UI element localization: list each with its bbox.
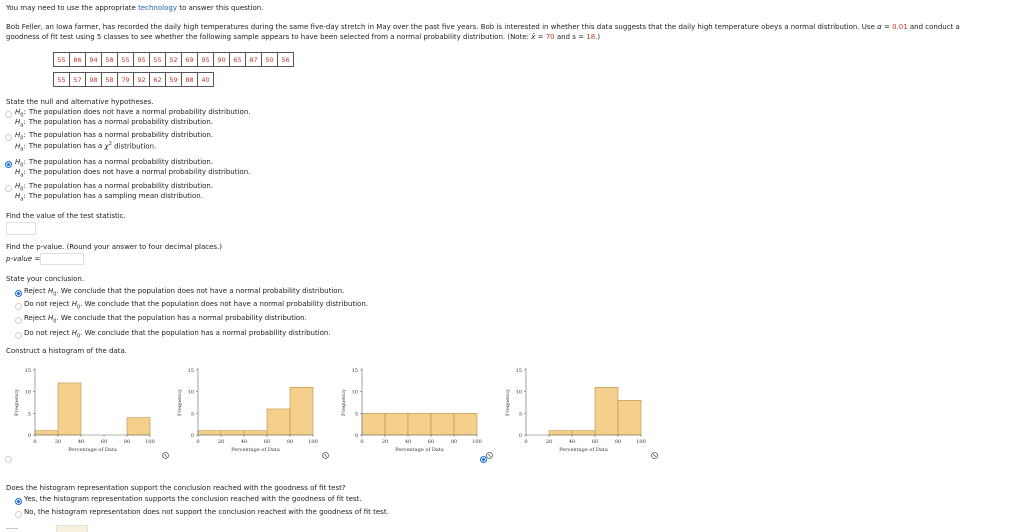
histogram-bar bbox=[58, 383, 81, 435]
histogram-bar bbox=[35, 431, 58, 435]
data-cell: 79 bbox=[118, 73, 134, 87]
histogram-radio-1[interactable] bbox=[5, 456, 12, 463]
colon: : bbox=[23, 192, 26, 200]
y-tick-label: 15 bbox=[24, 368, 31, 374]
x-tick-label: 60 bbox=[591, 439, 599, 445]
histogram-bar bbox=[408, 413, 431, 435]
x-tick-label: 20 bbox=[381, 439, 389, 445]
y-tick-label: 5 bbox=[27, 411, 31, 418]
support-option-1: Yes, the histogram representation supports the conclusion reached with the goodness of fit test. bbox=[24, 495, 362, 503]
h0-symbol: H bbox=[15, 131, 21, 139]
y-tick-label: 0 bbox=[518, 433, 522, 439]
ha-symbol: H bbox=[15, 118, 21, 126]
h0-subscript: 0 bbox=[76, 333, 81, 340]
h0-symbol: H bbox=[15, 158, 21, 166]
y-axis-label: Frequency bbox=[177, 388, 183, 417]
x-tick-label: 100 bbox=[145, 439, 155, 445]
y-tick-label: 10 bbox=[351, 389, 358, 396]
x-tick-label: 80 bbox=[123, 439, 131, 445]
y-tick-label: 0 bbox=[354, 433, 358, 439]
x-tick-label: 80 bbox=[614, 439, 622, 445]
h0-symbol: H bbox=[71, 329, 77, 337]
y-tick-label: 0 bbox=[27, 433, 31, 439]
histogram-option-2[interactable] bbox=[163, 362, 323, 472]
x-axis-label: Percentage of Data bbox=[559, 447, 608, 453]
x-axis-label: Percentage of Data bbox=[231, 447, 280, 453]
ha-text-end: distribution. bbox=[111, 142, 157, 151]
hypothesis-ha-line bbox=[15, 141, 156, 153]
h0-symbol: H bbox=[47, 287, 54, 295]
ha-subscript: a bbox=[20, 196, 24, 203]
conclusion-text: . We conclude that the population has a normal probability distribution. bbox=[56, 314, 307, 322]
conclusion-text: . We conclude that the population does not have a normal probability distribution. bbox=[80, 300, 368, 308]
data-cell: 92 bbox=[134, 73, 150, 87]
colon: : bbox=[23, 108, 26, 116]
h0-subscript: 0 bbox=[20, 112, 24, 119]
histogram-svg bbox=[163, 362, 323, 472]
histogram-bar bbox=[572, 431, 595, 435]
ha-symbol: H bbox=[15, 142, 21, 151]
x-tick-label: 20 bbox=[217, 439, 225, 445]
ha-text: The population has a sampling mean distribution. bbox=[28, 192, 203, 200]
ha-text: The population does not have a normal probability distribution. bbox=[28, 168, 251, 176]
histogram-bar bbox=[362, 413, 385, 435]
histogram-svg bbox=[0, 362, 160, 472]
colon: : bbox=[23, 168, 26, 176]
data-cell: 95 bbox=[134, 53, 150, 67]
y-tick-label: 15 bbox=[187, 368, 194, 374]
x-tick-label: 20 bbox=[54, 439, 62, 445]
y-tick-label: 5 bbox=[518, 411, 522, 418]
conclusion-text: . We conclude that the population does not have a normal probability distribution. bbox=[56, 287, 345, 295]
ha-subscript: a bbox=[20, 172, 24, 179]
data-cell: 40 bbox=[198, 73, 214, 87]
x-axis-label: Percentage of Data bbox=[395, 447, 444, 453]
y-tick-label: 15 bbox=[351, 368, 358, 374]
h0-subscript: 0 bbox=[53, 291, 57, 298]
chi-symbol: χ bbox=[104, 142, 109, 151]
histogram-bar bbox=[290, 387, 313, 435]
histogram-option-4[interactable] bbox=[491, 362, 651, 472]
ha-subscript: a bbox=[20, 146, 24, 153]
histogram-bar bbox=[127, 418, 150, 435]
x-tick-label: 60 bbox=[427, 439, 435, 445]
histogram-bar bbox=[221, 431, 244, 435]
histogram-prompt: Construct a histogram of the data. bbox=[6, 347, 128, 355]
data-table-row-2 bbox=[53, 72, 214, 87]
h0-symbol: H bbox=[15, 182, 21, 190]
x-tick-label: 60 bbox=[100, 439, 108, 445]
support-radio-2[interactable] bbox=[15, 511, 22, 518]
data-cell: 55 bbox=[150, 53, 166, 67]
data-cell: 62 bbox=[150, 73, 166, 87]
histogram-bar bbox=[198, 431, 221, 435]
problem-line-1 bbox=[6, 23, 960, 31]
histogram-option-3[interactable] bbox=[327, 362, 487, 472]
instructions-text-end: to answer this question. bbox=[176, 4, 264, 12]
conclusion-verb: Reject bbox=[24, 314, 48, 322]
conclusion-radio-3[interactable] bbox=[15, 317, 22, 324]
data-cell: 59 bbox=[166, 73, 182, 87]
x-tick-label: 80 bbox=[286, 439, 294, 445]
ha-text: The population has a bbox=[28, 142, 105, 151]
test-stat-input[interactable] bbox=[6, 222, 36, 235]
x-tick-label: 100 bbox=[472, 439, 482, 445]
y-tick-label: 5 bbox=[190, 411, 194, 418]
pvalue-label: p-value = bbox=[6, 255, 41, 263]
colon: : bbox=[23, 118, 26, 126]
h0-text: The population has a normal probability distribution. bbox=[28, 131, 214, 139]
ha-text: The population has a normal probability distribution. bbox=[28, 118, 213, 126]
conclusion-option-4 bbox=[24, 329, 331, 339]
y-tick-label: 10 bbox=[187, 389, 194, 396]
x-tick-label: 0 bbox=[360, 439, 364, 445]
s-label: and s = bbox=[554, 33, 587, 41]
hypothesis-ha-line bbox=[15, 192, 203, 202]
x-tick-label: 0 bbox=[33, 439, 37, 445]
x-tick-label: 40 bbox=[568, 439, 576, 445]
data-cell: 88 bbox=[182, 73, 198, 87]
histogram-option-1[interactable] bbox=[0, 362, 160, 472]
data-cell: 58 bbox=[102, 73, 118, 87]
pvalue-prompt: Find the p-value. (Round your answer to four decimal places.) bbox=[6, 243, 223, 251]
h0-subscript: 0 bbox=[20, 162, 24, 169]
colon: : bbox=[23, 131, 26, 139]
hypothesis-ha-line bbox=[15, 118, 213, 128]
data-cell: 86 bbox=[70, 53, 86, 67]
support-prompt: Does the histogram representation support the conclusion reached with the goodness of fit test? bbox=[6, 484, 346, 492]
data-cell: 55 bbox=[118, 53, 134, 67]
histogram-bar bbox=[244, 431, 267, 435]
problem-text: .) bbox=[595, 33, 601, 41]
histogram-bar bbox=[454, 413, 477, 435]
histogram-bar bbox=[267, 409, 290, 435]
x-tick-label: 20 bbox=[545, 439, 553, 445]
problem-text: Bob Feller, an Iowa farmer, has recorded the daily high temperatures during the same five-day stretch in May over the past five years. Bob is interested in whether this data suggests that the daily high temperature obeys a normal distribution. Use bbox=[6, 23, 878, 31]
h0-symbol: H bbox=[47, 314, 54, 322]
conclusion-verb: Reject bbox=[24, 287, 48, 295]
histogram-bar bbox=[549, 431, 572, 435]
y-axis-label: Frequency bbox=[341, 388, 347, 417]
ha-symbol: H bbox=[15, 168, 21, 176]
histogram-bar bbox=[618, 400, 641, 435]
data-cell: 55 bbox=[54, 73, 70, 87]
hypotheses-prompt: State the null and alternative hypotheses. bbox=[6, 98, 154, 106]
data-cell: 50 bbox=[262, 53, 278, 67]
support-radio-1[interactable] bbox=[15, 498, 22, 505]
histogram-bar bbox=[431, 413, 454, 435]
data-cell: 90 bbox=[214, 53, 230, 67]
x-tick-label: 0 bbox=[524, 439, 528, 445]
chi-superscript: 2 bbox=[108, 141, 112, 147]
y-tick-label: 5 bbox=[354, 411, 358, 418]
x-tick-label: 40 bbox=[404, 439, 412, 445]
data-cell: 95 bbox=[198, 53, 214, 67]
hypothesis-radio-3[interactable] bbox=[5, 161, 12, 168]
h0-subscript: 0 bbox=[53, 318, 57, 325]
data-cell: 55 bbox=[54, 53, 70, 67]
h0-subscript: 0 bbox=[76, 304, 81, 311]
x-tick-label: 100 bbox=[308, 439, 318, 445]
test-stat-prompt: Find the value of the test statistic. bbox=[6, 212, 126, 220]
problem-text: and conduct a bbox=[907, 23, 960, 31]
problem-line-2 bbox=[6, 33, 600, 41]
conclusion-radio-4[interactable] bbox=[15, 332, 22, 339]
instructions-line bbox=[6, 4, 263, 12]
colon: : bbox=[23, 182, 26, 190]
ha-subscript: a bbox=[20, 122, 24, 129]
x-tick-label: 100 bbox=[636, 439, 646, 445]
conclusion-verb: Do not reject bbox=[24, 329, 72, 337]
info-icon[interactable] bbox=[651, 452, 658, 459]
histogram-svg bbox=[327, 362, 487, 472]
hypothesis-h0-line bbox=[15, 108, 250, 118]
colon: : bbox=[23, 142, 26, 151]
data-cell: 52 bbox=[166, 53, 182, 67]
conclusion-text: . We conclude that the population has a normal probability distribution. bbox=[80, 329, 331, 337]
y-tick-label: 0 bbox=[190, 433, 194, 439]
xbar-symbol: x̄ bbox=[531, 33, 536, 41]
h0-symbol: H bbox=[71, 300, 77, 308]
y-axis-label: Frequency bbox=[505, 388, 511, 417]
hypothesis-h0-line bbox=[15, 131, 213, 141]
hypothesis-ha-line bbox=[15, 168, 250, 178]
hypothesis-radio-2[interactable] bbox=[5, 134, 12, 141]
x-tick-label: 40 bbox=[240, 439, 248, 445]
conclusion-option-3 bbox=[24, 314, 307, 324]
h0-subscript: 0 bbox=[20, 186, 24, 193]
y-axis-label: Frequency bbox=[14, 388, 20, 417]
colon: : bbox=[23, 158, 26, 166]
conclusion-option-1 bbox=[24, 287, 344, 297]
histogram-bar bbox=[595, 387, 618, 435]
histogram-bar bbox=[385, 413, 408, 435]
instructions-text: You may need to use the appropriate bbox=[6, 4, 139, 12]
s-value: 18 bbox=[586, 33, 596, 41]
conclusion-option-2 bbox=[24, 300, 368, 310]
hypothesis-h0-line bbox=[15, 182, 213, 192]
h0-text: The population has a normal probability distribution. bbox=[28, 158, 214, 166]
x-tick-label: 80 bbox=[450, 439, 458, 445]
data-cell: 56 bbox=[278, 53, 294, 67]
h0-text: The population does not have a normal probability distribution. bbox=[28, 108, 251, 116]
problem-text: goodness of fit test using 5 classes to see whether the following sample appears to have been selected from a normal probability distribution. (Note: bbox=[6, 33, 532, 41]
data-cell: 65 bbox=[230, 53, 246, 67]
support-option-2: No, the histogram representation does not support the conclusion reached with the goodness of fit test. bbox=[24, 508, 389, 516]
technology-link[interactable]: technology bbox=[138, 4, 177, 12]
conclusion-verb: Do not reject bbox=[24, 300, 72, 308]
hypothesis-h0-line bbox=[15, 158, 213, 168]
alpha-value: 0.01 bbox=[892, 23, 908, 31]
data-cell: 58 bbox=[102, 53, 118, 67]
x-tick-label: 40 bbox=[77, 439, 85, 445]
data-cell: 57 bbox=[70, 73, 86, 87]
data-cell: 69 bbox=[182, 53, 198, 67]
data-cell: 98 bbox=[86, 73, 102, 87]
histogram-svg bbox=[491, 362, 651, 472]
pvalue-input[interactable] bbox=[40, 253, 84, 265]
alpha-symbol: α bbox=[877, 23, 882, 31]
xbar-value: 70 bbox=[545, 33, 555, 41]
x-tick-label: 60 bbox=[263, 439, 271, 445]
ha-symbol: H bbox=[15, 192, 21, 200]
y-tick-label: 10 bbox=[24, 389, 31, 396]
data-cell: 87 bbox=[246, 53, 262, 67]
x-tick-label: 0 bbox=[196, 439, 200, 445]
data-table-row-1 bbox=[53, 52, 294, 67]
conclusion-prompt: State your conclusion. bbox=[6, 275, 85, 283]
y-tick-label: 10 bbox=[515, 389, 522, 396]
h0-text: The population has a normal probability distribution. bbox=[28, 182, 214, 190]
hypothesis-radio-1[interactable] bbox=[5, 111, 12, 118]
hypothesis-radio-4[interactable] bbox=[5, 185, 12, 192]
equals-sign: = bbox=[881, 23, 893, 31]
x-axis-label: Percentage of Data bbox=[68, 447, 117, 453]
equals-sign: = bbox=[535, 33, 546, 41]
conclusion-radio-1[interactable] bbox=[15, 290, 22, 297]
y-tick-label: 15 bbox=[515, 368, 522, 374]
conclusion-radio-2[interactable] bbox=[15, 303, 22, 310]
h0-symbol: H bbox=[15, 108, 21, 116]
h0-subscript: 0 bbox=[20, 135, 24, 142]
next-field-partial[interactable] bbox=[6, 525, 86, 531]
data-cell: 94 bbox=[86, 53, 102, 67]
